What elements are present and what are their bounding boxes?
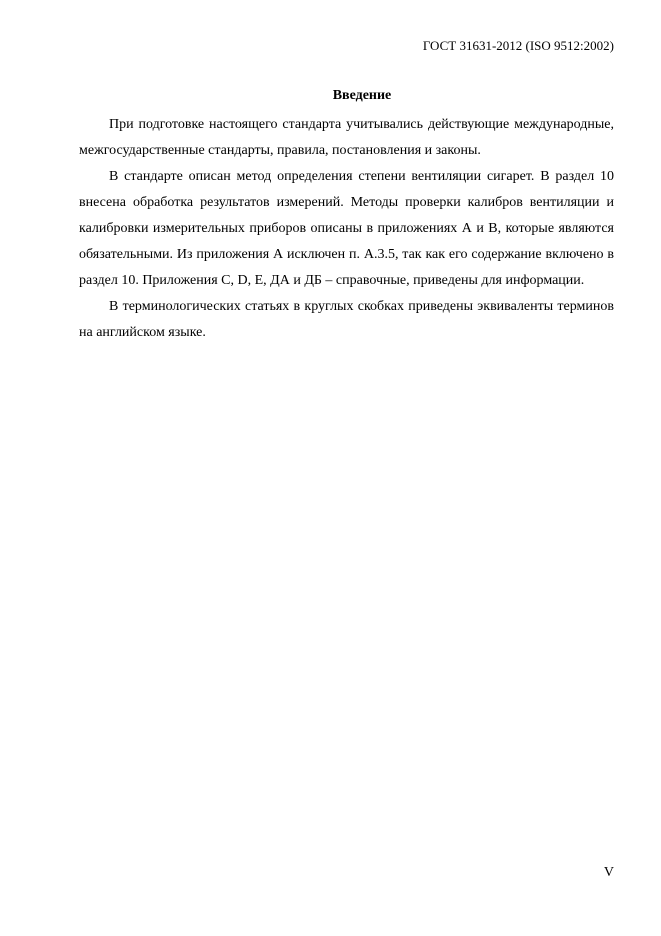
paragraph-3: В терминологических статьях в круглых скобках приведены эквиваленты терминов на английском языке. — [79, 299, 614, 340]
section-body — [79, 112, 614, 346]
page-number: V — [603, 865, 614, 880]
document-header-standard-id: ГОСТ 31631-2012 (ISO 9512:2002) — [422, 38, 614, 53]
section-title: Введение — [332, 88, 392, 103]
paragraph-2: В стандарте описан метод определения степени вентиляции сигарет. В раздел 10 внесена обработка результатов измерений. Методы проверки калибров вентиляции и калибровки измерительных приборов описаны в приложениях А и В, которые являются обязательными. Из приложения А исключен п. А.3.5, так как его содержание включено в раздел 10. Приложения С, D, Е, ДА и ДБ – справочные, приведены для информации. — [79, 169, 614, 288]
paragraph-1: При подготовке настоящего стандарта учитывались действующие международные, межгосударственные стандарты, правила, постановления и законы. — [79, 117, 614, 158]
